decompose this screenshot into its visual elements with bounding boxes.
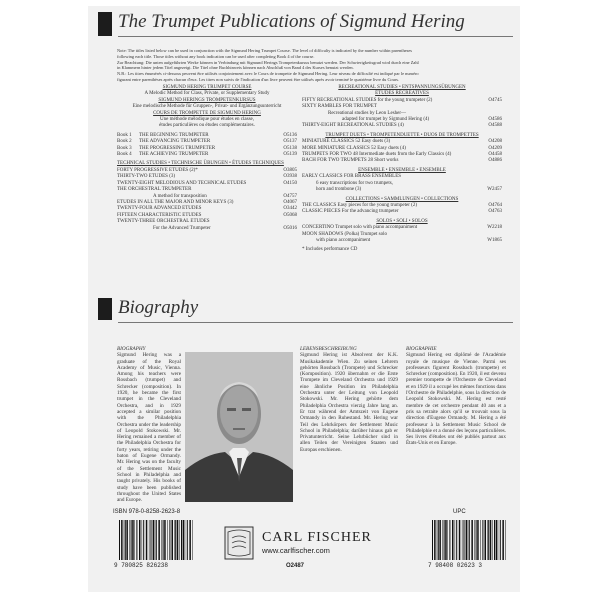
books-list: [117, 133, 297, 159]
upc-digits: 7 98408 02623 3: [428, 562, 483, 569]
catalog-number: O4150: [283, 180, 297, 186]
portrait-photo: [185, 352, 293, 502]
catalog-title: For the Advanced Trumpeter: [153, 225, 211, 231]
ensemble-subtitle: EARLY CLASSICS FOR BRASS ENSEMBLES: [302, 174, 402, 180]
course-heading: SIGMUND HERING TRUMPET COURSE: [162, 85, 252, 90]
catalog-title: THE ADVANCING TRUMPETER: [139, 139, 211, 145]
biography-block-mark: [98, 298, 112, 320]
catalog-title: TRUMPETS FOR TWO 48 Intermediate duets from the Early Classics (4): [302, 152, 452, 158]
catalog-row: [117, 226, 297, 232]
catalog-number: O4209: [488, 145, 502, 151]
catalog-number: O4764: [488, 202, 502, 208]
recreational-heading: RECREATIONAL STUDIES • ENTSPANNUNGSÜBUNGEN: [338, 85, 466, 90]
course-subtitle-fr-2: études particulières ou études complémentaires.: [159, 123, 255, 129]
technical-heading: TECHNICAL STUDIES • TECHNISCHE ÜBUNGEN • ÉTUDES TECHNIQUES: [117, 161, 284, 167]
catalog-row: [302, 123, 502, 129]
biography-english: [117, 346, 181, 503]
catalog-row: [302, 158, 502, 164]
catalog-number: O4763: [488, 209, 502, 215]
catalog-number: O4586: [488, 117, 502, 123]
biography-french-text: Sigmund Hering est diplômé de l'Académie royale de musique de Vienne. Parmi ses professeurs figurent Rossbach (trompette) et Schrecker (composition). En 1920, il est devenu premier trompette de l'Orchestre de Cleveland et en 1929 il a occupé les mêmes fonctions dans l'Orchestre de Philadelphie, sous la direction de Leopold Stokowski. M. Hering est resté membre de cet orchestre pendant 40 ans et a pris sa retraite alors qu'il se trouvait sous la direction d'Eugene Ormandy. M. Hering a été professeur à la Settlement Music School de Philadelphie et a donné des leçons particulières. Ses livres d'études ont été publiés partout aux États-Unis et en Europe.: [406, 352, 506, 447]
solos-heading: SOLOS • SOLI • SOLOS: [376, 218, 428, 224]
catalog-number: O5068: [283, 212, 297, 218]
catalog-title: ETUDES IN ALL THE MAJOR AND MINOR KEYS (3): [117, 199, 234, 205]
catalog-row: [117, 152, 297, 158]
course-heading-fr: COURS DE TROMPETTE DE SIGMUND HERING: [153, 110, 261, 116]
catalog-title: MORE MINIATURE CLASSICS 52 Easy duets (4): [302, 145, 406, 151]
catalog-title: SIXTY RAMBLES FOR TRUMPET: [302, 104, 377, 110]
left-catalog-column: [117, 85, 297, 232]
catalog-number: O4588: [488, 123, 502, 129]
catalog-number: W1865: [487, 237, 502, 243]
ensemble-heading: ENSEMBLE • ENSEMBLE • ENSEMBLE: [358, 167, 446, 173]
catalog-number: W2218: [487, 225, 502, 231]
catalog-title: THIRTY-EIGHT RECREATIONAL STUDIES (4): [302, 123, 404, 129]
catalog-title: FORTY PROGRESSIVE ETUDES (2)*: [117, 167, 198, 173]
page-title: The Trumpet Publications of Sigmund Hering: [118, 11, 465, 32]
catalog-number: O4757: [283, 193, 297, 199]
catalog-code: O2487: [286, 563, 305, 569]
publisher-name: CARL FISCHER: [262, 530, 372, 545]
biography-german-text: Sigmund Hering ist Absolvent der K.K. Musikakademie Wien. Zu seinen Lehrern gehörten Rossbach (Trompete) und Schrecker (Komposition). 1920 übernahm er die Erste Trompete im Cleveland Orchestra und 1929 eine ähnliche Position im Philadelphia Orchestra unter der Leitung von Leopold Stokowski. Mr. Hering gehörte dem Philadelphia Orchestra vierzig Jahre lang an. Er trat während der Amtszeit von Eugene Ormandy in den Ruhestand. Mr. Hering war Teil des Lehrkörpers der Settlement Music School in Philadelphia; darüber hinaus gab er Privatunterricht. Seine Lehrbücher sind in allen Teilen der Vereinigten Staaten und Europas erschienen.: [300, 352, 398, 453]
catalog-number: O5137: [283, 139, 297, 145]
biography-french-heading: BIOGRAPHIE: [406, 346, 437, 352]
catalog-title: FIFTY RECREATIONAL STUDIES for the young trumpeter (2): [302, 97, 433, 103]
biography-rule: [118, 322, 513, 323]
technical-list: [117, 168, 297, 232]
course-subtitle-de: Eine melodische Methode für Gruppen-, Privat- und Ergänzungsunterricht: [132, 104, 282, 110]
biography-english-text: Sigmund Hering was a graduate of the Royal Academy of Music, Vienna. Among his teachers were Rossbach (trumpet) and Schrecker (composition). In 1920, he became the first trumpet in the Cleveland Orchestra, and in 1929 accepted a similar position with the Philadelphia Orchestra under the leadership of Leopold Stokowski. Mr. Hering remained a member of the Philadelphia Orchestra for forty years, retiring under the baton of Eugene Ormandy. Mr. Hering was on the faculty of the Settlement Music School in Philadelphia and taught privately. His books of study have been published throughout the United States and Europe.: [117, 352, 181, 504]
catalog-title: THE ORCHESTRAL TRUMPETER: [117, 187, 192, 193]
catalog-title: THE BEGINNING TRUMPETER: [139, 132, 209, 138]
title-rule: [118, 36, 513, 37]
catalog-number: O5138: [283, 145, 297, 151]
footnote: * Includes performance CD: [302, 247, 358, 253]
collections-list: [302, 203, 502, 216]
biography-english-heading: BIOGRAPHY: [117, 346, 146, 352]
ensemble-line-2: horn and trombone (3): [316, 187, 362, 193]
carl-fischer-logo: [224, 526, 254, 560]
book-label: Book 3: [117, 145, 132, 151]
catalog-title: with piano accompaniment: [316, 237, 371, 243]
book-label: Book 4: [117, 152, 132, 158]
catalog-title: BACH FOR TWO TRUMPETS 28 Short works: [302, 158, 399, 164]
isbn-barcode: [117, 520, 195, 560]
catalog-title: CONCERTINO Trumpet solo with piano accompaniment: [302, 225, 418, 231]
catalog-number: O4745: [488, 97, 502, 103]
recreational-list: [302, 98, 502, 130]
catalog-title: MOON SHADOWS (Polka) Trumpet solo: [302, 231, 388, 237]
course-subtitle: A Melodic Method for Class, Private, or Supplementary Study: [144, 91, 270, 97]
course-subtitle-fr-1: Une méthode mélodique pour études en classe,: [160, 117, 254, 123]
biography-german-heading: LEBENSBESCHREIBUNG: [300, 346, 357, 352]
catalog-number: O4067: [283, 199, 297, 205]
catalog-title: THIRTY-TWO ETUDES (3): [117, 174, 176, 180]
catalog-title: Recreational studies by Leon Lesher—: [328, 110, 407, 116]
catalog-title: FIFTEEN CHARACTERISTIC ETUDES: [117, 212, 202, 218]
isbn-digits: 9 780825 826238: [114, 562, 169, 569]
catalog-title: adapted for trumpet by Sigmund Hering (4): [342, 117, 430, 123]
recreational-heading-2: ÉTUDES RÉCRÉATIVES: [375, 91, 429, 97]
catalog-number: O5139: [283, 152, 297, 158]
course-heading-de: SIGMUND HERINGS TROMPETENKURSUS: [158, 97, 256, 103]
catalog-number: O5016: [283, 225, 297, 231]
catalog-title: CLASSIC PIECES For the advancing trumpeter: [302, 209, 399, 215]
note-line: following each title. Those titles without any book indication can be used after completing Book 4 of the course.: [117, 53, 315, 59]
note-line: figurant entre parenthèses après chacun d'eux. Les titres non suivis de l'indication d'un livre peuvent être utilisés après avoir terminé le quatrième livre du Cours.: [117, 77, 400, 82]
ensemble-number: W2457: [487, 187, 502, 193]
upc-label: UPC: [453, 509, 466, 515]
solos-list: [302, 225, 502, 244]
note-line: in Klammern hinter jedem Titel angezeigt. Die Titel ohne Buchhinweis können nach Abschluß von Band 4 des Kurses benutzt werden.: [117, 65, 354, 71]
catalog-number: O3805: [283, 167, 297, 173]
duets-list: [302, 139, 502, 165]
catalog-number: O3938: [283, 174, 297, 180]
biography-german: [300, 346, 398, 453]
catalog-title: THE PROGRESSING TRUMPETER: [139, 145, 216, 151]
book-label: Book 2: [117, 139, 132, 145]
upc-barcode: [430, 520, 508, 560]
catalog-number: O4208: [488, 139, 502, 145]
catalog-row: [302, 238, 502, 244]
catalog-title: THE CLASSICS Easy pieces for the young trumpeter (2): [302, 202, 417, 208]
catalog-title: THE ACHIEVING TRUMPETER: [139, 152, 209, 158]
catalog-number: O4886: [488, 158, 502, 164]
right-catalog-column: [302, 85, 502, 254]
catalog-row: [302, 209, 502, 215]
biography-title: Biography: [118, 297, 199, 318]
catalog-title: TWENTY-FOUR ADVANCED ETUDES: [117, 206, 202, 212]
note-line: Note: The titles listed below can be used in conjunction with the Sigmund Hering Trumpet Course. The level of difficulty is indicated by the number within parentheses: [117, 48, 412, 53]
catalog-title: A method for transposition: [153, 193, 207, 199]
catalog-title: MINIATURE CLASSICS 52 Easy duets (3): [302, 139, 391, 145]
catalog-number: O3442: [283, 206, 297, 212]
header-block-mark: [98, 12, 112, 36]
biography-french: [406, 346, 506, 447]
publisher-url: www.carlfischer.com: [262, 546, 330, 555]
note-line: N.B.: Les titres énumérés ci-dessous peuvent être utilisés conjointement avec le Cours de trompette de Sigmund Hering. Leur niveau de difficulté est indiqué par le numéro: [117, 71, 419, 77]
catalog-number: O5136: [283, 132, 297, 138]
note-line: Zur Beachtung: Die unten aufgeführten Werke können in Verbindung mit Sigmund Herings Trompetenkursus benutzt werden. Der Schwierigkeitsgrad wird durch eine Zahl: [117, 59, 419, 65]
collections-heading: COLLECTIONS • SAMMLUNGEN • COLLECTIONS: [345, 196, 459, 202]
catalog-number: O4458: [488, 152, 502, 158]
ensemble-line-1: 6 easy transcriptions for two trumpets,: [316, 180, 393, 186]
isbn-label: ISBN 978-0-8258-2623-8: [113, 509, 181, 515]
book-label: Book 1: [117, 132, 132, 138]
catalog-title: TWENTY-THREE ORCHESTRAL ETUDES: [117, 219, 210, 225]
catalog-title: TWENTY-EIGHT MELODIOUS AND TECHNICAL ETUDES: [117, 180, 247, 186]
duets-heading: TRUMPET DUETS • TROMPETENDUETTE • DUOS DE TROMPETTES: [325, 132, 479, 138]
